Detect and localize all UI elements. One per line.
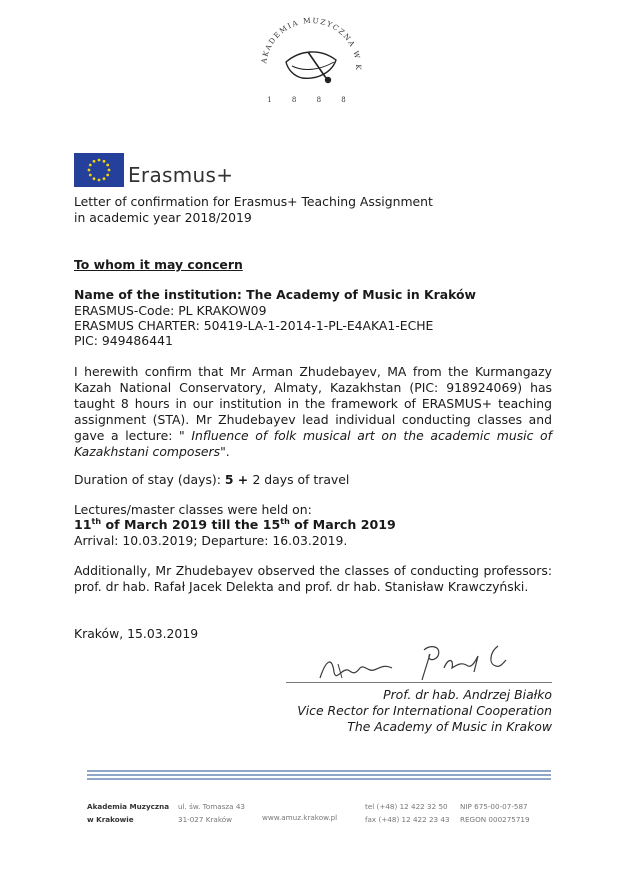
start-day: 11 [74, 517, 92, 532]
start-suffix: th [91, 516, 102, 526]
institution-name: Name of the institution: The Academy of Music in Kraków [74, 287, 476, 302]
confirmation-paragraph [74, 364, 552, 460]
footer-fax: fax (+48) 12 422 23 43 [365, 815, 450, 824]
place-and-date: Kraków, 15.03.2019 [74, 626, 199, 641]
signer-name: Prof. dr hab. Andrzej Białko [383, 687, 552, 702]
erasmus-charter: ERASMUS CHARTER: 50419-LA-1-2014-1-PL-E4AKA1-ECHE [74, 318, 434, 333]
confirmation-text: I herewith confirm that Mr Arman Zhudebayev, MA from the Kurmangazy Kazah National Conservatory, Almaty, Kazakhstan (PIC: 918924069) has taught 8 hours in our institution in the framework of ERASMUS+ teaching assignment (STA). Mr Zhudebayev lead individual conducting classes and gave a lecture: [74, 364, 552, 443]
signer-institution: The Academy of Music in Krakow [347, 719, 552, 734]
signature-graphic [312, 638, 522, 688]
eu-flag-icon [74, 153, 124, 187]
end-rest: of March 2019 [289, 517, 396, 532]
lecture-dates [74, 517, 396, 532]
erasmus-wordmark: Erasmus+ [128, 163, 234, 187]
footer-institution [87, 800, 169, 826]
footer-nip: NIP 675-00-07-587 [460, 802, 528, 811]
duration-days: 5 [224, 472, 234, 487]
duration-plus: + [233, 472, 253, 487]
duration-label: Duration of stay (days): [74, 472, 225, 487]
footer-rule [87, 778, 551, 780]
footer-name-line-2: w Krakowie [87, 815, 134, 824]
seal-ring-text: AKADEMIA MUZYCZNA W K [259, 15, 364, 72]
eu-stars-icon [74, 153, 124, 187]
footer-regon: REGON 000275719 [460, 815, 530, 824]
footer-rule [87, 770, 551, 772]
footer-registration [460, 800, 530, 826]
footer-address [178, 800, 245, 826]
letter-subtitle [74, 194, 433, 226]
svg-text:AKADEMIA MUZYCZNA W KRAKOWIE [248, 6, 363, 71]
duration-line [74, 472, 552, 488]
end-suffix: th [280, 516, 290, 526]
lectures-label: Lectures/master classes were held on: [74, 502, 312, 517]
signature-line [286, 682, 552, 683]
additionally-paragraph: Additionally, Mr Zhudebayev observed the classes of conducting professors: prof. dr hab. Rafał Jacek Delekta and prof. dr hab. Stanisław Krawczyński. [74, 563, 552, 594]
lecture-title: " Influence of folk musical art on the academic music of Kazakhstani composers" [74, 428, 552, 459]
footer-address-line-2: 31-027 Kraków [178, 815, 232, 824]
footer-address-line-1: ul. św. Tomasza 43 [178, 802, 245, 811]
footer-tel: tel (+48) 12 422 32 50 [365, 802, 448, 811]
handwritten-signature [312, 638, 522, 688]
subtitle-line-2: in academic year 2018/2019 [74, 210, 252, 225]
footer-contact [365, 800, 450, 826]
footer-name-line-1: Akademia Muzyczna [87, 802, 170, 811]
duration-travel: 2 days of travel [252, 472, 350, 487]
footer-website[interactable]: www.amuz.krakow.pl [262, 813, 338, 822]
footer-rule [87, 774, 551, 776]
academy-seal [248, 6, 374, 114]
erasmus-code: ERASMUS-Code: PL KRAKOW09 [74, 303, 267, 318]
seal-year: 1 8 8 8 [267, 96, 355, 104]
erasmus-logo [74, 152, 233, 188]
confirmation-end: . [225, 444, 230, 459]
to-whom-heading: To whom it may concern [74, 257, 243, 272]
pic-number: PIC: 949486441 [74, 333, 173, 348]
start-rest: of March 2019 till the 15 [101, 517, 281, 532]
arrival-departure: Arrival: 10.03.2019; Departure: 16.03.2019. [74, 533, 348, 548]
subtitle-line-1: Letter of confirmation for Erasmus+ Teaching Assignment [74, 194, 433, 209]
signer-role: Vice Rector for International Cooperation [297, 703, 552, 718]
